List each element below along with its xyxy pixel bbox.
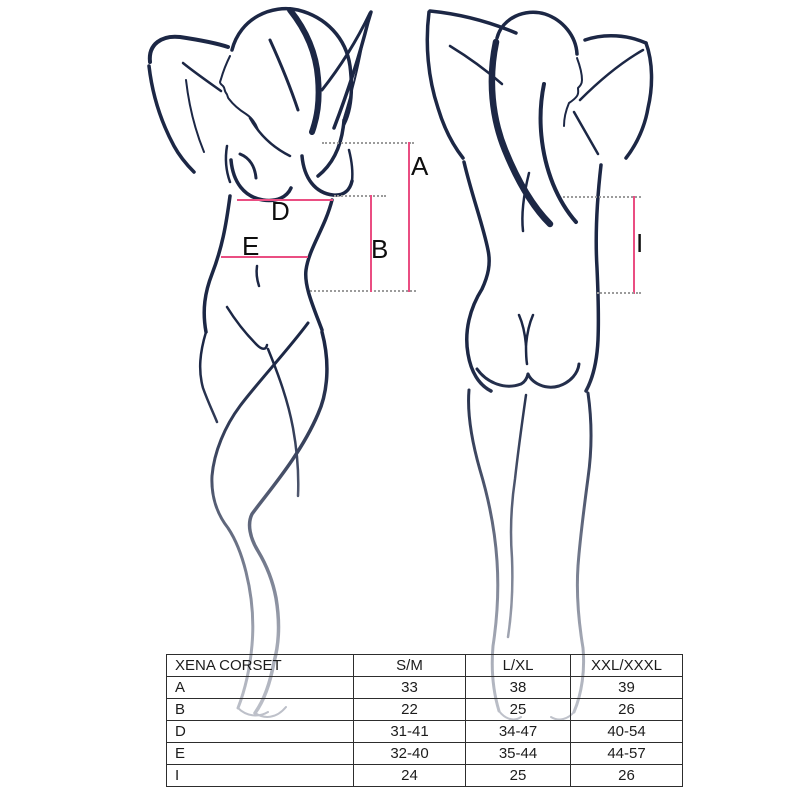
row-label: A [167, 677, 354, 699]
row-label: B [167, 699, 354, 721]
measure-label-i: I [636, 228, 644, 258]
column-header-sm: S/M [354, 655, 466, 677]
cell-value: 33 [354, 677, 466, 699]
column-header-xxl: XXL/XXXL [571, 655, 683, 677]
measure-label-b: B [371, 234, 389, 264]
cell-value: 35-44 [466, 743, 571, 765]
table-row-b [167, 699, 683, 721]
measure-ab-bottom-dotted-line [310, 290, 416, 292]
measure-e-line [221, 256, 308, 258]
cell-value: 44-57 [571, 743, 683, 765]
size-chart-table [166, 654, 683, 787]
front-figure-illustration [149, 9, 371, 717]
cell-value: 24 [354, 765, 466, 787]
table-row-a [167, 677, 683, 699]
cell-value: 26 [571, 699, 683, 721]
measure-a-top-dotted-line [322, 142, 414, 144]
cell-value: 26 [571, 765, 683, 787]
back-figure-illustration [427, 11, 651, 719]
size-chart-header-row [167, 655, 683, 677]
measure-a-vertical-line [408, 142, 410, 292]
cell-value: 34-47 [466, 721, 571, 743]
product-name-cell: XENA CORSET [167, 655, 354, 677]
measure-b-top-dotted-line [334, 195, 386, 197]
cell-value: 39 [571, 677, 683, 699]
cell-value: 22 [354, 699, 466, 721]
cell-value: 25 [466, 699, 571, 721]
row-label: I [167, 765, 354, 787]
cell-value: 32-40 [354, 743, 466, 765]
cell-value: 25 [466, 765, 571, 787]
table-row-d [167, 721, 683, 743]
cell-value: 40-54 [571, 721, 683, 743]
row-label: D [167, 721, 354, 743]
table-row-i [167, 765, 683, 787]
cell-value: 31-41 [354, 721, 466, 743]
measure-i-bottom-dotted-line [597, 292, 641, 294]
table-row-e [167, 743, 683, 765]
cell-value: 38 [466, 677, 571, 699]
row-label: E [167, 743, 354, 765]
measure-i-top-dotted-line [563, 196, 641, 198]
measure-i-vertical-line [633, 196, 635, 294]
measure-label-d: D [271, 196, 290, 226]
measure-label-a: A [411, 151, 429, 181]
measure-label-e: E [242, 231, 260, 261]
column-header-lxl: L/XL [466, 655, 571, 677]
